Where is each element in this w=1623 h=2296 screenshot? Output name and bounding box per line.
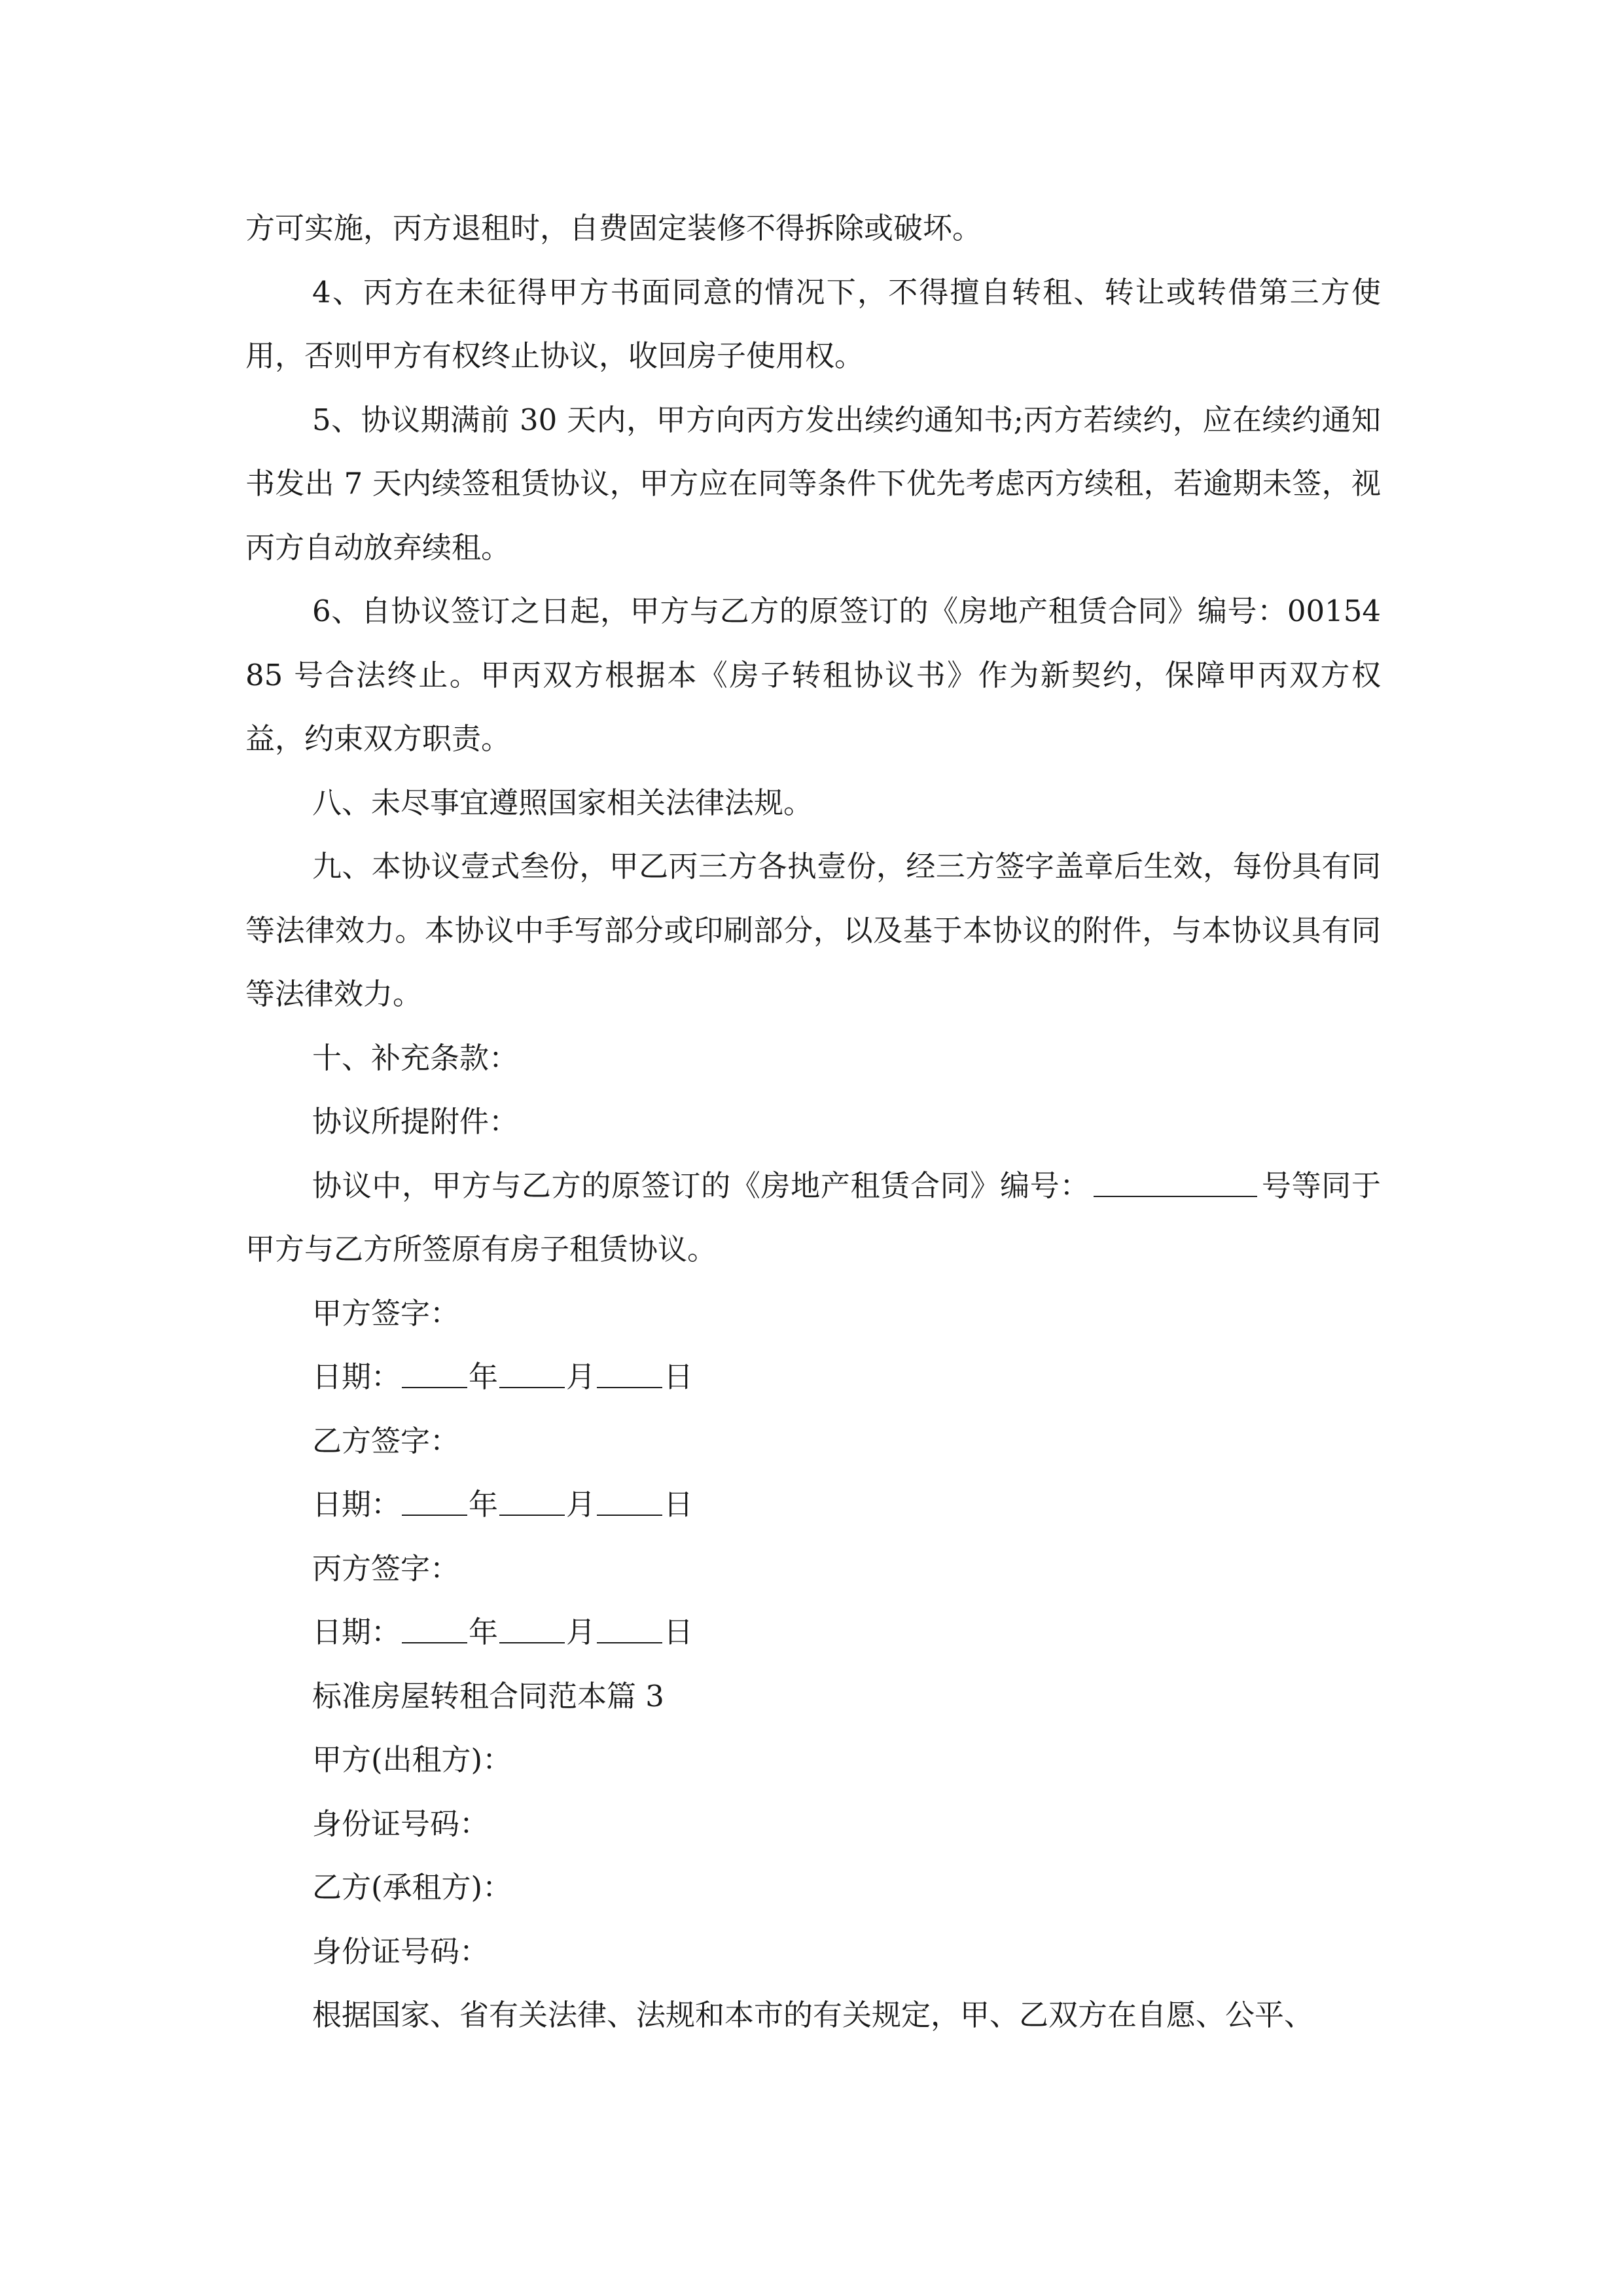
attachments-heading: 协议所提附件： [312,1104,519,1139]
month-blank[interactable] [499,1488,565,1516]
date-label: 日期： [312,1359,401,1394]
year-label: 年 [469,1615,499,1649]
day-blank[interactable] [597,1488,662,1516]
day-blank[interactable] [597,1361,662,1389]
day-label: 日 [664,1359,694,1394]
month-blank[interactable] [499,1616,565,1644]
year-label: 年 [469,1359,499,1394]
lessee-id-label: 身份证号码： [312,1933,490,1969]
lessee-label: 乙方(承租方)： [312,1870,512,1905]
article-8-unresolved-matters: 八、未尽事宜遵照国家相关法律法规。 [312,785,813,820]
date-label: 日期： [312,1487,401,1522]
clause-6-original-contract: 6、自协议签订之日起，甲方与乙方的原签订的《房地产租赁合同》编号：0015485 号合法终止。甲丙双方根据本《房子转租协议书》作为新契约，保障甲丙双方权益，约束双方职责。 [245,594,1381,756]
clause-4-sublet-restriction: 4、丙方在未征得甲方书面同意的情况下，不得擅自转租、转让或转借第三方使用，否则甲方有权终止协议，收回房子使用权。 [245,274,1381,373]
year-blank[interactable] [402,1361,467,1389]
party-a-signature-label: 甲方签字： [312,1295,460,1331]
month-blank[interactable] [499,1361,565,1389]
party-c-signature-label: 丙方签字： [312,1551,460,1586]
party-c-date-line [245,1600,1381,1664]
article-9-copies: 九、本协议壹式叁份，甲乙丙三方各执壹份，经三方签字盖章后生效，每份具有同等法律效力。本协议中手写部分或印刷部分，以及基于本协议的附件，与本协议具有同等法律效力。 [245,849,1381,1011]
contract-number-blank[interactable] [1094,1169,1257,1197]
year-blank[interactable] [402,1616,467,1644]
contract-reference-paragraph [245,1154,1381,1282]
section-3-title: 标准房屋转租合同范本篇 3 [312,1678,664,1713]
month-label: 月 [566,1615,596,1649]
day-blank[interactable] [597,1616,662,1644]
paragraph-renovation-tail: 方可实施，丙方退租时，自费固定装修不得拆除或破坏。 [245,211,982,245]
month-label: 月 [566,1487,596,1522]
clause-5-renewal: 5、协议期满前 30 天内，甲方向丙方发出续约通知书;丙方若续约，应在续约通知书发出 7 天内续签租赁协议，甲方应在同等条件下优先考虑丙方续租，若逾期未签，视丙方自动放弃续租。 [245,402,1381,565]
day-label: 日 [664,1615,694,1649]
date-label: 日期： [312,1615,401,1649]
document-body [245,196,1381,2047]
preamble-paragraph: 根据国家、省有关法律、法规和本市的有关规定，甲、乙双方在自愿、公平、 [312,1998,1314,2032]
year-blank[interactable] [402,1488,467,1516]
lessor-label: 甲方(出租方)： [312,1742,512,1777]
party-b-signature-label: 乙方签字： [312,1423,460,1458]
contract-reference-text-after: 号等同于甲方与乙方所签原有房子租赁协议。 [245,1168,1381,1266]
party-a-date-line [245,1345,1381,1409]
article-10-supplementary-terms: 十、补充条款： [312,1040,519,1075]
month-label: 月 [566,1359,596,1394]
lessor-id-label: 身份证号码： [312,1806,490,1841]
day-label: 日 [664,1487,694,1522]
party-b-date-line [245,1473,1381,1537]
contract-reference-text-before: 协议中，甲方与乙方的原签订的《房地产租赁合同》编号： [312,1168,1090,1203]
year-label: 年 [469,1487,499,1522]
